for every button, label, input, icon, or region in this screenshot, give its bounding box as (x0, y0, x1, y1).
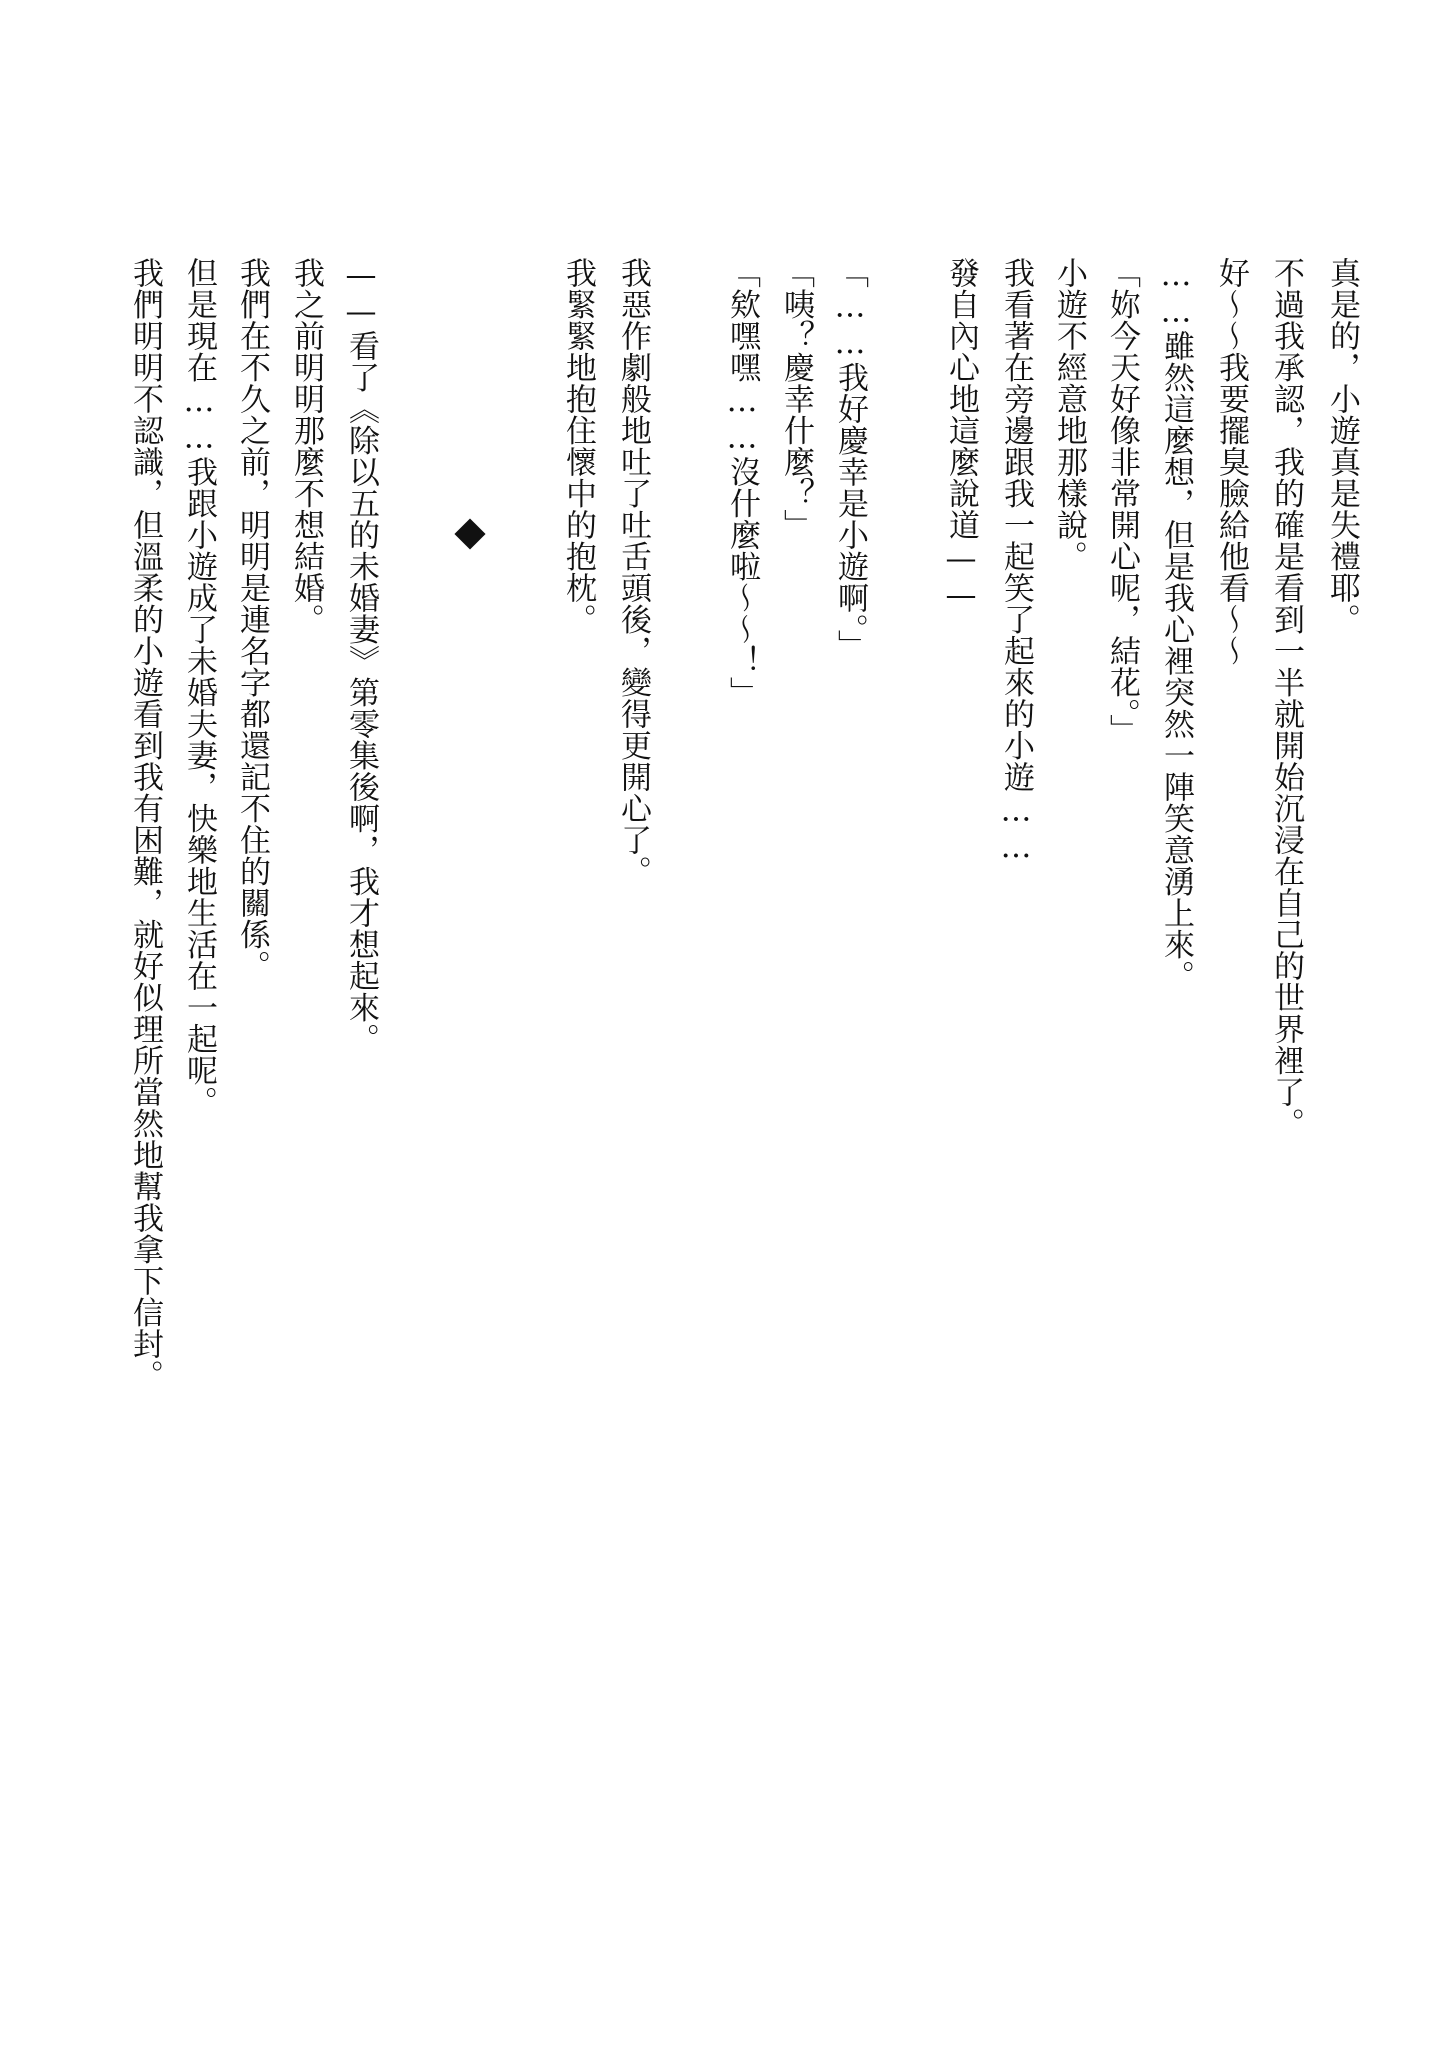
paragraph-12: 我惡作劇般地吐了吐舌頭後，變得更開心了。 (615, 257, 651, 887)
paragraph-15: 我之前明明那麼不想結婚。 (288, 257, 324, 635)
paragraph-4: ……雖然這麼想，但是我心裡突然一陣笑意湧上來。 (1158, 257, 1194, 992)
paragraph-14: ——看了《除以五的未婚妻》第零集後啊，我才想起來。 (343, 257, 379, 1055)
paragraph-7: 我看著在旁邊跟我一起笑了起來的小遊…… (998, 257, 1034, 866)
paragraph-13: 我緊緊地抱住懷中的抱枕。 (560, 257, 596, 635)
paragraph-17: 但是現在……我跟小遊成了未婚夫妻，快樂地生活在一起呢。 (181, 257, 217, 1118)
paragraph-2: 不過我承認，我的確是看到一半就開始沉浸在自己的世界裡了。 (1268, 257, 1304, 1139)
section-break-diamond-icon (454, 518, 485, 549)
paragraph-8: 發自內心地這麼說道—— (943, 257, 979, 614)
paragraph-1: 真是的，小遊真是失禮耶。 (1324, 257, 1360, 635)
paragraph-6: 小遊不經意地那樣說。 (1051, 257, 1087, 572)
paragraph-11-dialogue: 「欸嘿嘿……沒什麼啦～～！」 (724, 257, 760, 708)
paragraph-9-dialogue: 「……我好慶幸是小遊啊。」 (832, 257, 868, 661)
paragraph-5-dialogue: 「妳今天好像非常開心呢，結花。」 (1104, 257, 1140, 746)
paragraph-3: 好～～我要擺臭臉給他看～～ (1213, 257, 1249, 667)
paragraph-18: 我們明明不認識，但溫柔的小遊看到我有困難，就好似理所當然地幫我拿下信封。 (127, 257, 163, 1391)
paragraph-16: 我們在不久之前，明明是連名字都還記不住的關係。 (234, 257, 270, 982)
paragraph-10-dialogue: 「咦？慶幸什麼？」 (778, 257, 814, 541)
